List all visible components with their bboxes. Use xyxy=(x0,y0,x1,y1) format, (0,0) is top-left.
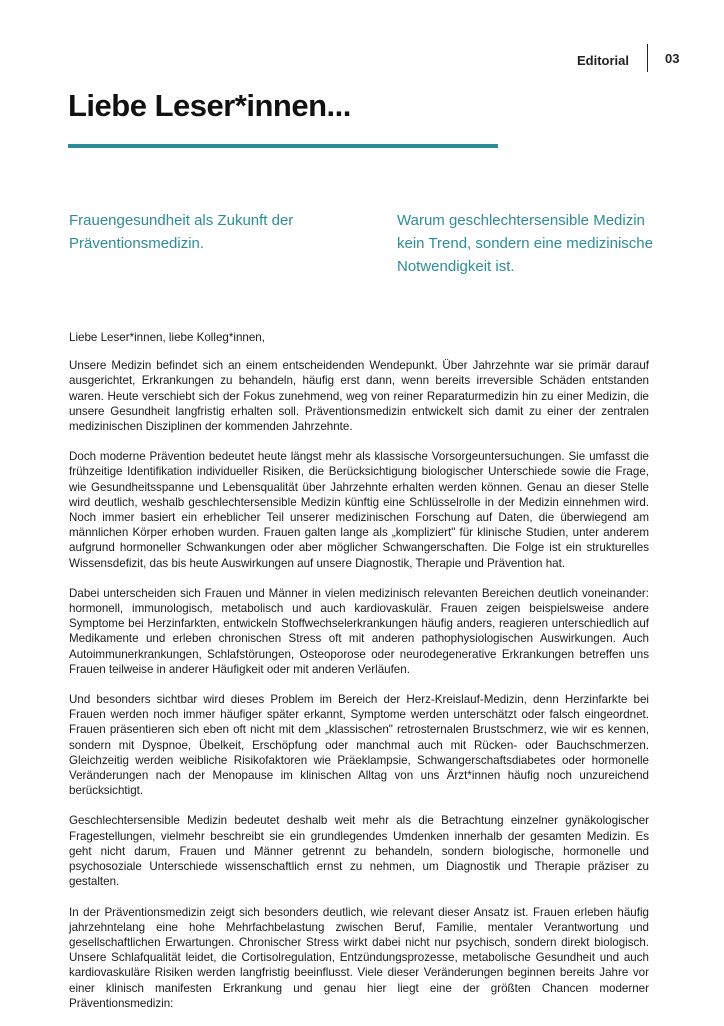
header-divider xyxy=(647,44,648,72)
article-body xyxy=(69,330,649,1026)
paragraph-4: Und besonders sichtbar wird dieses Problem im Bereich der Herz-Kreislauf-Medizin, denn Herzinfarkte bei Frauen werden noch immer häufiger später erkannt, Symptome werden unterschätzt oder falsch eingeordnet. Frauen präsentieren sich eben oft nicht mit dem „klassischen" retrosternalen Brustschmerz, wie wir es kennen, sondern mit Dyspnoe, Übelkeit, Erschöpfung oder manchmal auch mit Rücken- oder Bauchschmerzen. Gleichzeitig werden weibliche Risikofaktoren wie Präeklampsie, Schwangerschaftsdiabetes oder hormonelle Veränderungen nach der Menopause im klinischen Alltag von uns Ärzt*innen häufig noch unzureichend berücksichtigt. xyxy=(69,693,649,798)
page-number: 03 xyxy=(665,51,680,66)
page-title: Liebe Leser*innen... xyxy=(68,88,351,123)
paragraph-3: Dabei unterscheiden sich Frauen und Männer in vielen medizinisch relevanten Bereichen deutlich voneinander: hormonell, immunologisch, metabolisch und auch kardiovaskulär. Frauen zeigen beispielsweise andere Symptome bei Herzinfarkten, entwickeln Stoffwechselerkrankungen häufig anders, reagieren unterschiedlich auf Medikamente und erleben chronischen Stress oft mit anderen pathophysiologischen Auswirkungen. Auch Autoimmunerkrankungen, Schlafstörungen, Osteoporose oder neurodegenerative Erkrankungen betreffen uns Frauen teilweise in anderer Häufigkeit oder mit anderen Verläufen. xyxy=(69,586,649,676)
paragraph-2: Doch moderne Prävention bedeutet heute längst mehr als klassische Vorsorgeuntersuchungen. Sie umfasst die frühzeitige Identifikation individueller Risiken, die Berücksichtigung biologischer Unterschiede sowie die Frage, wie Gesundheitsspanne und Lebensqualität über Jahrzehnte erhalten werden können. Genau an dieser Stelle wird deutlich, weshalb geschlechtersensible Medizin künftig eine Schlüsselrolle in der Medizin einnehmen wird. Noch immer basiert ein erheblicher Teil unserer medizinischen Forschung auf Daten, die überwiegend am männlichen Körper erhoben wurden. Frauen galten lange als „kompliziert" für klinische Studien, unter anderem aufgrund hormoneller Schwankungen oder aber möglicher Schwangerschaften. Die Folge ist ein strukturelles Wissensdefizit, das bis heute Auswirkungen auf unsere Diagnostik, Therapie und Prävention hat. xyxy=(69,450,649,570)
paragraph-1: Unsere Medizin befindet sich an einem entscheidenden Wendepunkt. Über Jahrzehnte war sie primär darauf ausgerichtet, Erkrankungen zu behandeln, häufig erst dann, wenn bereits irreversible Schäden entstanden waren. Heute verschiebt sich der Fokus zunehmend, weg von reiner Reparaturmedizin hin zu einer Medizin, die unsere Gesundheit langfristig erhalten soll. Präventionsmedizin entwickelt sich damit zu einer der zentralen medizinischen Disziplinen der kommenden Jahrzehnte. xyxy=(69,359,649,434)
title-underline xyxy=(68,144,498,148)
paragraph-5: Geschlechtersensible Medizin bedeutet deshalb weit mehr als die Betrachtung einzelner gynäkologischer Fragestellungen, vielmehr beschreibt sie ein grundlegendes Umdenken innerhalb der gesamten Medizin. Es geht nicht darum, Frauen und Männer getrennt zu behandeln, sondern biologische, hormonelle und psychosoziale Unterschiede wissenschaftlich ernst zu nehmen, um Diagnostik und Therapie präziser zu gestalten. xyxy=(69,814,649,889)
salutation: Liebe Leser*innen, liebe Kolleg*innen, xyxy=(69,331,265,344)
lead-right: Warum geschlechtersensible Medizin kein Trend, sondern eine medizinische Notwendigkeit ist. xyxy=(397,212,653,275)
lead-left: Frauengesundheit als Zukunft der Präventionsmedizin. xyxy=(69,212,294,252)
header-section-label: Editorial xyxy=(577,53,630,68)
paragraph-6: In der Präventionsmedizin zeigt sich besonders deutlich, wie relevant dieser Ansatz ist. Frauen erleben häufig jahrzehntelang eine hohe Mehrfachbelastung zwischen Beruf, Familie, mentaler Verantwortung und gesellschaftlichen Erwartungen. Chronischer Stress wirkt dabei nicht nur psychisch, sondern direkt biologisch. Unsere Schlafqualität leidet, die Cortisolregulation, Entzündungsprozesse, metabolische Gesundheit und auch kardiovaskuläre Risiken werden langfristig beeinflusst. Viele dieser Veränderungen beginnen bereits Jahre vor einer klinisch manifesten Erkrankung und genau hier liegt eine der größten Chancen moderner Präventionsmedizin: xyxy=(69,905,649,1010)
